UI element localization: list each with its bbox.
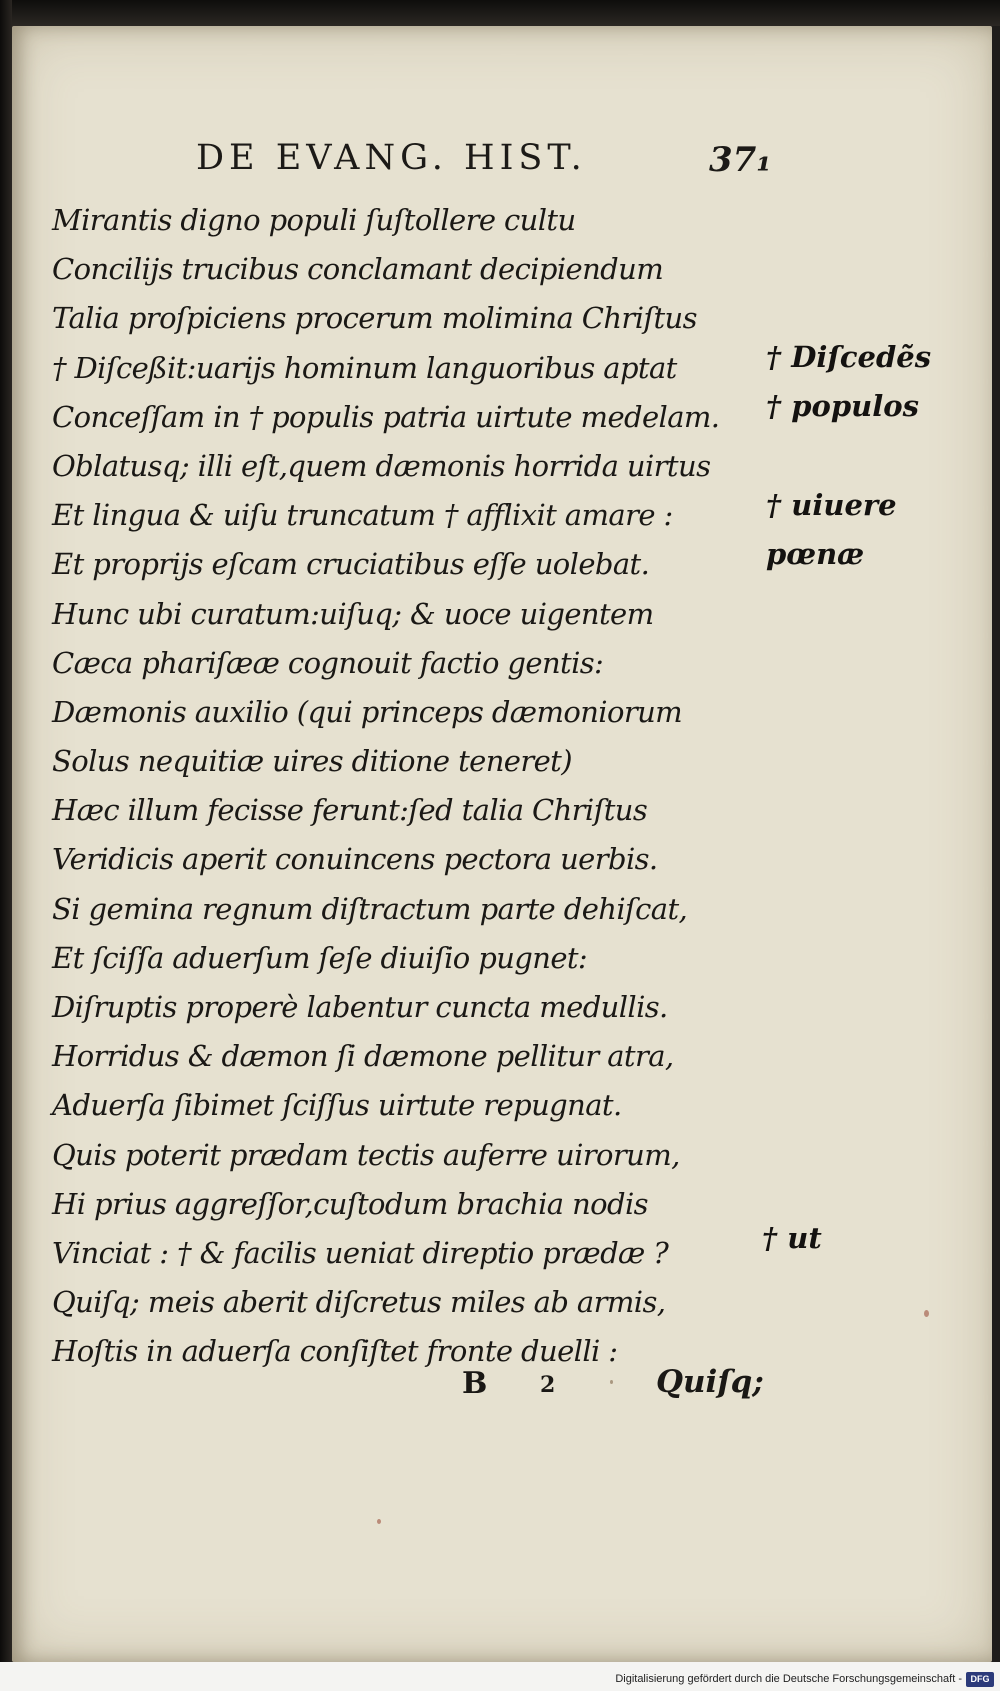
verse-line: Et lingua & uiſu truncatum † afflixit amare :: [52, 498, 673, 533]
verse-line: Talia proſpiciens procerum molimina Chriſtus: [52, 301, 697, 336]
marginal-gloss: † Diſcedẽs: [766, 340, 932, 374]
verse-line: Hi prius aggreſſor,cuſtodum brachia nodis: [52, 1186, 648, 1221]
verse-line: Concilijs trucibus conclamant decipiendum: [52, 252, 664, 287]
signature-letter: B: [462, 1366, 488, 1401]
verse-line: Veridicis aperit conuincens pectora uerbis.: [52, 842, 658, 877]
signature-number: 2: [540, 1372, 556, 1398]
verse-line: Hæc illum fecisse ferunt:ſed talia Chriſtus: [52, 793, 648, 828]
scan-edge-top: [0, 0, 1000, 26]
dfg-logo-icon: DFG: [966, 1672, 994, 1687]
verse-line: Conceſſam in † populis patria uirtute medelam.: [52, 399, 720, 434]
verse-line: Hoſtis in aduerſa conſiſtet fronte duelli :: [52, 1334, 618, 1369]
verse-line: Cæca phariſææ cognouit factio gentis:: [52, 645, 604, 680]
verse-line: Oblatusq; illi eſt,quem dæmonis horrida uirtus: [52, 448, 711, 483]
digitization-credit: Digitalisierung gefördert durch die Deutsche Forschungsgemeinschaft -: [615, 1673, 962, 1685]
verse-line: Mirantis digno populi ſuſtollere cultu: [52, 203, 576, 237]
marginal-gloss: † ut: [762, 1221, 822, 1255]
ink-stain: [924, 1310, 929, 1317]
verse-line: Aduerſa ſibimet ſciſſus uirtute repugnat.: [52, 1088, 622, 1123]
verse-line: Si gemina regnum diſtractum parte dehiſcat,: [52, 891, 688, 926]
verse-line: Diſruptis properè labentur cuncta medullis.: [52, 990, 668, 1024]
verse-line: † Diſceßit:uarijs hominum languoribus aptat: [52, 350, 677, 385]
page-number: 37₁: [709, 140, 772, 180]
verse-line: Dæmonis auxilio (qui princeps dæmoniorum: [52, 694, 683, 729]
ink-stain: [377, 1519, 381, 1524]
verse-line: Quiſq; meis aberit diſcretus miles ab armis,: [52, 1285, 666, 1320]
marginal-gloss: † populos: [766, 389, 919, 423]
running-title: DE EVANG. HIST.: [196, 138, 587, 178]
verse-line: Vinciat : † & facilis ueniat direptio prædæ ?: [52, 1235, 669, 1270]
marginal-gloss: † uiuere: [766, 488, 897, 522]
catchword: Quiſq;: [656, 1364, 764, 1400]
verse-block: [52, 196, 720, 1377]
ink-stain: [610, 1380, 613, 1384]
verse-line: Et proprijs eſcam cruciatibus eſſe uolebat.: [52, 547, 650, 582]
verse-line: Et ſciſſa aduerſum ſeſe diuiſio pugnet:: [52, 940, 588, 975]
scan-edge-left: [0, 0, 12, 1691]
verse-line: Hunc ubi curatum:uiſuq; & uoce uigentem: [52, 596, 654, 631]
verse-line: Horridus & dæmon ſi dæmone pellitur atra,: [52, 1039, 674, 1074]
marginal-gloss: pœnæ: [766, 537, 865, 571]
verse-line: Quis poterit prædam tectis auferre uirorum,: [52, 1137, 680, 1172]
verse-line: Solus nequitiæ uires ditione teneret): [52, 744, 572, 779]
